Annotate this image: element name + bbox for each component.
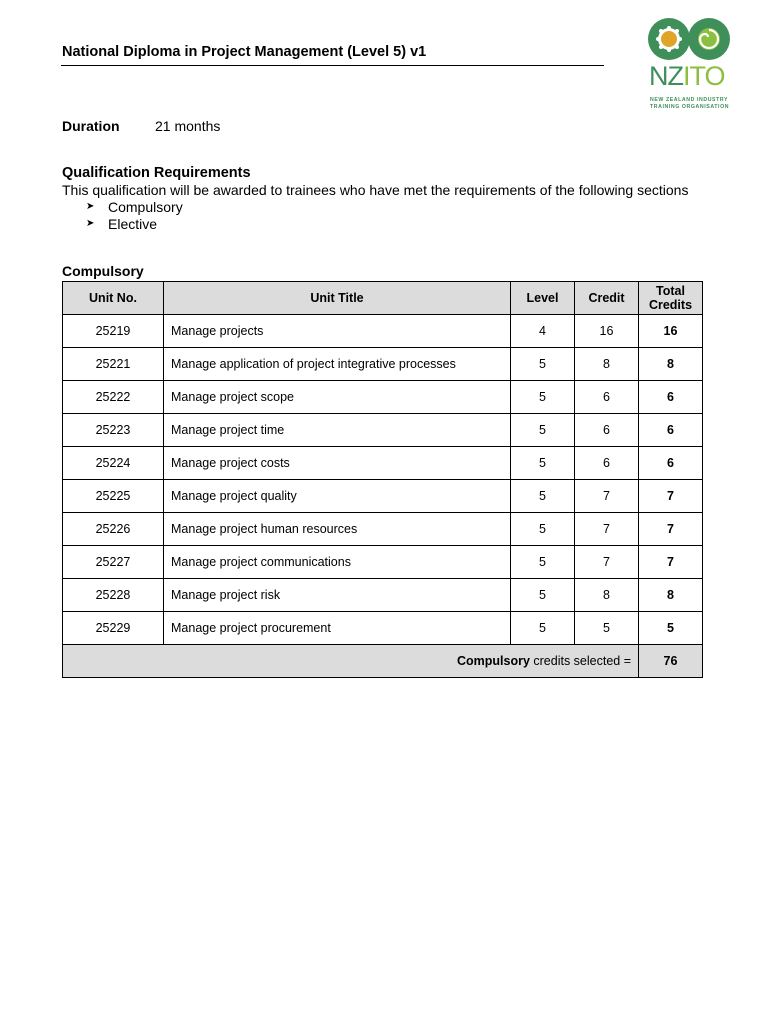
cell-total-credits: 8 [639, 348, 703, 381]
cell-total-credits: 7 [639, 513, 703, 546]
col-header-credit: Credit [575, 282, 639, 315]
cell-unit-title: Manage application of project integrative processes [164, 348, 511, 381]
cell-unit-no: 25224 [63, 447, 164, 480]
table-row [63, 414, 703, 447]
col-header-unit-title: Unit Title [164, 282, 511, 315]
cell-unit-title: Manage projects [164, 315, 511, 348]
arrow-bullet-icon: ➤ [86, 217, 95, 229]
table-row [63, 612, 703, 645]
requirements-list [86, 199, 183, 232]
cell-total-credits: 6 [639, 381, 703, 414]
cell-unit-no: 25226 [63, 513, 164, 546]
cell-total-credits: 8 [639, 579, 703, 612]
summary-label-rest: credits selected = [529, 654, 631, 668]
cell-level: 5 [511, 447, 575, 480]
summary-row [63, 645, 703, 678]
logo-subtitle-line2: TRAINING ORGANISATION [650, 104, 730, 110]
cell-total-credits: 6 [639, 447, 703, 480]
cell-unit-no: 25223 [63, 414, 164, 447]
cell-level: 5 [511, 513, 575, 546]
logo-subtitle [650, 97, 740, 111]
table-row [63, 480, 703, 513]
cell-unit-title: Manage project time [164, 414, 511, 447]
logo-word-nz: NZ [649, 61, 683, 91]
cell-credit: 6 [575, 447, 639, 480]
list-item [86, 216, 183, 233]
duration-label: Duration [62, 118, 120, 134]
cell-level: 4 [511, 315, 575, 348]
cell-level: 5 [511, 546, 575, 579]
cell-credit: 7 [575, 513, 639, 546]
cell-unit-no: 25229 [63, 612, 164, 645]
cell-unit-no: 25219 [63, 315, 164, 348]
cell-credit: 16 [575, 315, 639, 348]
summary-total: 76 [639, 645, 703, 678]
koru-icon [646, 16, 732, 62]
cell-unit-title: Manage project quality [164, 480, 511, 513]
cell-unit-title: Manage project costs [164, 447, 511, 480]
cell-unit-title: Manage project human resources [164, 513, 511, 546]
requirements-heading: Qualification Requirements [62, 165, 251, 181]
cell-unit-no: 25222 [63, 381, 164, 414]
compulsory-units-table [62, 281, 703, 678]
table-row [63, 315, 703, 348]
cell-unit-title: Manage project risk [164, 579, 511, 612]
cell-unit-title: Manage project procurement [164, 612, 511, 645]
cell-unit-no: 25225 [63, 480, 164, 513]
cell-credit: 7 [575, 546, 639, 579]
cell-credit: 5 [575, 612, 639, 645]
col-header-level: Level [511, 282, 575, 315]
table-row [63, 381, 703, 414]
cell-level: 5 [511, 579, 575, 612]
cell-unit-no: 25221 [63, 348, 164, 381]
cell-credit: 6 [575, 381, 639, 414]
col-header-total-line1: Total [656, 284, 685, 298]
cell-level: 5 [511, 348, 575, 381]
cell-credit: 8 [575, 348, 639, 381]
table-row [63, 579, 703, 612]
summary-label [63, 645, 639, 678]
logo-word-ito: ITO [683, 61, 725, 91]
cell-credit: 6 [575, 414, 639, 447]
cell-level: 5 [511, 480, 575, 513]
list-item [86, 199, 183, 216]
list-item-label: Elective [108, 215, 158, 232]
col-header-total-line2: Credits [648, 298, 693, 312]
table-row [63, 348, 703, 381]
table-row [63, 513, 703, 546]
cell-unit-title: Manage project scope [164, 381, 511, 414]
requirements-text: This qualification will be awarded to trainees who have met the requirements of the following sections [62, 182, 689, 198]
nzito-logo [646, 16, 736, 116]
cell-credit: 8 [575, 579, 639, 612]
compulsory-heading: Compulsory [62, 263, 144, 279]
cell-total-credits: 5 [639, 612, 703, 645]
cell-unit-no: 25228 [63, 579, 164, 612]
cell-level: 5 [511, 381, 575, 414]
cell-unit-title: Manage project communications [164, 546, 511, 579]
cell-total-credits: 7 [639, 546, 703, 579]
cell-unit-no: 25227 [63, 546, 164, 579]
col-header-unit-no: Unit No. [63, 282, 164, 315]
cell-credit: 7 [575, 480, 639, 513]
cell-level: 5 [511, 612, 575, 645]
arrow-bullet-icon: ➤ [86, 201, 95, 212]
cell-level: 5 [511, 414, 575, 447]
document-title: National Diploma in Project Management (Level 5) v1 [62, 44, 427, 60]
title-underline [61, 65, 604, 66]
col-header-total-credits [639, 282, 703, 315]
cell-total-credits: 7 [639, 480, 703, 513]
table-header-row [63, 282, 703, 315]
list-item-label: Compulsory [108, 199, 183, 215]
table-row [63, 447, 703, 480]
cell-total-credits: 16 [639, 315, 703, 348]
logo-subtitle-line1: NEW ZEALAND INDUSTRY [650, 97, 729, 103]
cell-total-credits: 6 [639, 414, 703, 447]
summary-label-bold: Compulsory [456, 654, 530, 668]
table-row [63, 546, 703, 579]
duration-value: 21 months [155, 118, 221, 134]
logo-wordmark [649, 63, 725, 90]
